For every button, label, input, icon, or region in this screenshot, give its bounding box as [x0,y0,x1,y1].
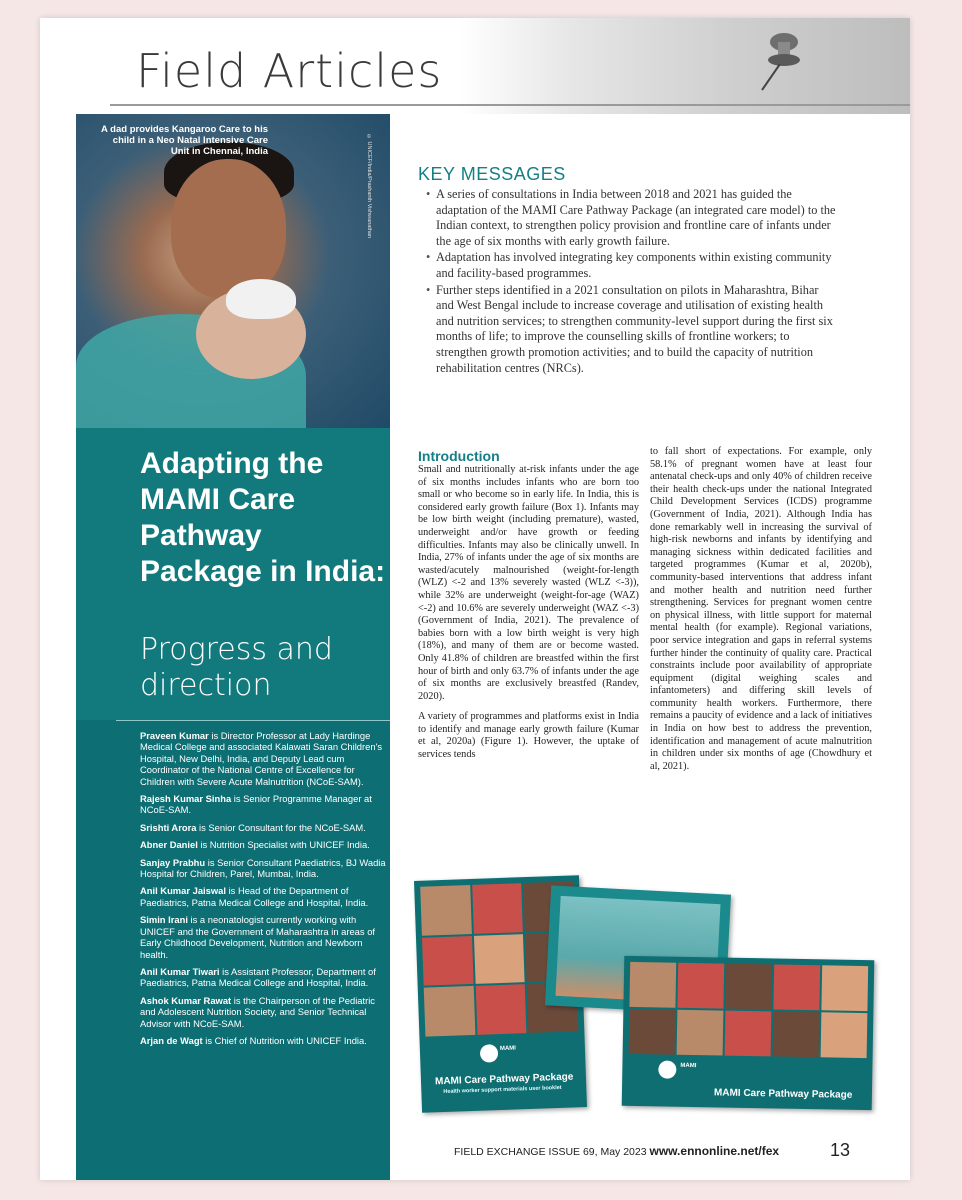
intro-heading: Introduction [418,448,500,464]
key-message-item: • Further steps identified in a 2021 consultation on pilots in Maharashtra, Bihar and West Bengal include to increase coverage and utilisation of existing health and nutrition services; to strengthen community-level support during the first six months of life; to improve the counselling skills of frontline workers; to strengthen growth promotion activities; and to build the capacity of nutrition rehabilitation centres (NRCs). [428,283,838,377]
cover-title: MAMI Care Pathway Package [434,1071,574,1088]
pushpin-icon [740,24,810,94]
key-messages-list [418,187,838,376]
key-messages [418,164,838,377]
page-footer [454,1140,874,1160]
author-desc: is Senior Programme Manager at NCoE-SAM. [140,793,372,816]
intro-paragraph: to fall short of expectations. For example, only 58.1% of pregnant women have at least four antenatal check-ups and only 40% of children receive their health check-ups under the national Integrated Child Development Services (ICDS) programme (Government of India, 2021). Although India has done remarkably well in increasing the survival of high-risk newborns and infants by identifying and managing sickness within dedicated facilities and targeted programmes (Kumar et al, 2020b), community-based interventions that address infant and mother health and nutrition need further strengthening. Services for pregnant women centre on physical illness, with little support for maternal mental health (for example). Regional variations, poor service integration and gaps in referral systems further hinder the continuity of quality care. Practical constraints include poor availability of appropriate equipment (digital weighing scales and infantometers) and differing skill levels of community health workers. Furthermore, there remains a paucity of evidence and a lack of initiatives in India on how best to address the prevention, identification and management of acute malnutrition in children under six months of age (Chowdhury et al, 2021). [650,446,872,772]
author-entry [140,793,386,816]
author-name: Abner Daniel [140,839,198,851]
key-messages-title: KEY MESSAGES [418,164,566,184]
author-desc: is Director Professor at Lady Hardinge Medical College and associated Kalawati Saran Children's Hospital, New Delhi, India, and Deputy Lead cum Coordinator of the National Centre of Excellence for Children with Severe Acute Malnutrition (NCoE-SAM). [140,730,383,787]
author-name: Arjan de Wagt [140,1034,203,1046]
cover-brand: MAMI [680,1062,697,1070]
author-entry [140,914,386,960]
author-desc: is Head of the Department of Paediatrics, Patna Medical College and Hospital, India. [140,885,369,908]
author-desc: is Senior Consultant for the NCoE-SAM. [196,821,366,833]
author-name: Sanjay Prabhu [140,856,206,868]
author-name: Simin Irani [140,914,188,926]
author-desc: is Assistant Professor, Department of Paediatrics, Patna Medical College and Hospital, India. [140,965,376,989]
cover-title: MAMI Care Pathway Package [713,1087,853,1101]
photo-caption: A dad provides Kangaroo Care to his child in a Neo Natal Intensive Care Unit in Chennai, India [101,124,268,157]
intro-column-1 [418,446,639,770]
intro-column-2 [650,446,872,781]
author-name: Rajesh Kumar Sinha [140,793,232,805]
booklet-covers-figure [418,870,888,1120]
author-desc: is the Chairperson of the Pediatric and Adolescent Nutrition Society, and Senior Technical Advisor with NCoE-SAM. [140,994,375,1029]
mami-logo-icon [658,1060,676,1078]
intro-paragraph: A variety of programmes and platforms exist in India to identify and manage early growth failure (Kumar et al, 2020a) (Figure 1). However, the uptake of services tends [418,711,639,761]
key-message-item: • A series of consultations in India between 2018 and 2021 has guided the adaptation of the MAMI Care Pathway Package (an integrated care model) to the Indian context, to strengthen policy provision and frontline care of infants under the age of six months with early growth failure. [428,187,838,249]
author-name: Srishti Arora [140,821,197,833]
author-entry [140,822,386,833]
photo-face [171,159,286,299]
author-entry [140,995,386,1029]
left-column [76,114,390,1180]
header-map-banner [460,18,910,114]
author-entry [140,857,386,880]
cover-photo [76,114,390,428]
author-name: Ashok Kumar Rawat [140,994,232,1006]
article-title: Adapting the MAMI Care Pathway Package in India: [140,447,386,588]
author-entry [140,966,386,989]
title-panel [76,428,390,720]
author-name: Anil Kumar Jaiswal [140,885,226,897]
author-entry [140,885,386,908]
author-name: Anil Kumar Tiwari [140,965,220,977]
author-desc: is Nutrition Specialist with UNICEF India. [197,839,370,851]
author-entry [140,730,386,787]
cover-subtitle: Health worker support materials user booklet [443,1084,562,1096]
photo-credit: © UNICEF/India/Prashanth Vishwanathan [366,134,372,239]
page-header [40,18,910,114]
cover-brand: MAMI [499,1045,517,1053]
photo-mosaic [629,962,869,1058]
author-desc: is Senior Consultant Paediatrics, BJ Wadia Hospital for Children, Parel, Mumbai, India. [140,856,386,880]
section-title: Field Articles [136,44,443,98]
key-message-item: • Adaptation has involved integrating key components within existing community and facility-based programmes. [428,250,838,281]
booklet-cover-package [622,956,875,1110]
website-link[interactable]: www.ennonline.net/fex [649,1144,780,1158]
intro-paragraph: Small and nutritionally at-risk infants under the age of six months includes infants who are born too small or who become so in early life. In India, this is considered early growth failure (Box 1). Infants may be low birth weight (including premature), wasted, underweight and/or have growth or feeding difficulties. Infants may also be clinically unwell. In India, 27% of infants under the age of six months are wasted/acutely malnourished (weight-for-length (WLZ) <-2 and 13% severely wasted (WLZ <-3)), while 32% are underweight (weight-for-age (WAZ) <-2) and 10.6% are severely underweight (WAZ <-3) (Government of India, 2021). The prevalence of babies born with a low birth weight is very high (18%), and many of them are or become wasted. Only 41.8% of children are breastfed within the first hour of birth and only 63.7% of infants under the age of six months are exclusively breastfed (Randev, 2020). [418,464,639,702]
author-entry [140,1035,386,1046]
photo-baby-hat [226,279,296,319]
mami-logo-icon [480,1044,499,1063]
page-number: 13 [830,1140,851,1160]
issue-label: FIELD EXCHANGE ISSUE 69, May 2023 [454,1146,650,1158]
author-entry [140,839,386,850]
author-desc: is a neonatologist currently working with UNICEF and the Government of Maharashtra in areas of Early Childhood Development, Nutrition and Newborn health. [140,914,376,960]
panel-divider [116,720,390,721]
magazine-page [40,18,910,1180]
author-name: Praveen Kumar [140,730,209,741]
article-subtitle: Progress and direction [140,632,333,703]
header-divider [110,104,910,106]
author-list [140,730,386,1052]
author-desc: is Chief of Nutrition with UNICEF India. [202,1034,367,1046]
